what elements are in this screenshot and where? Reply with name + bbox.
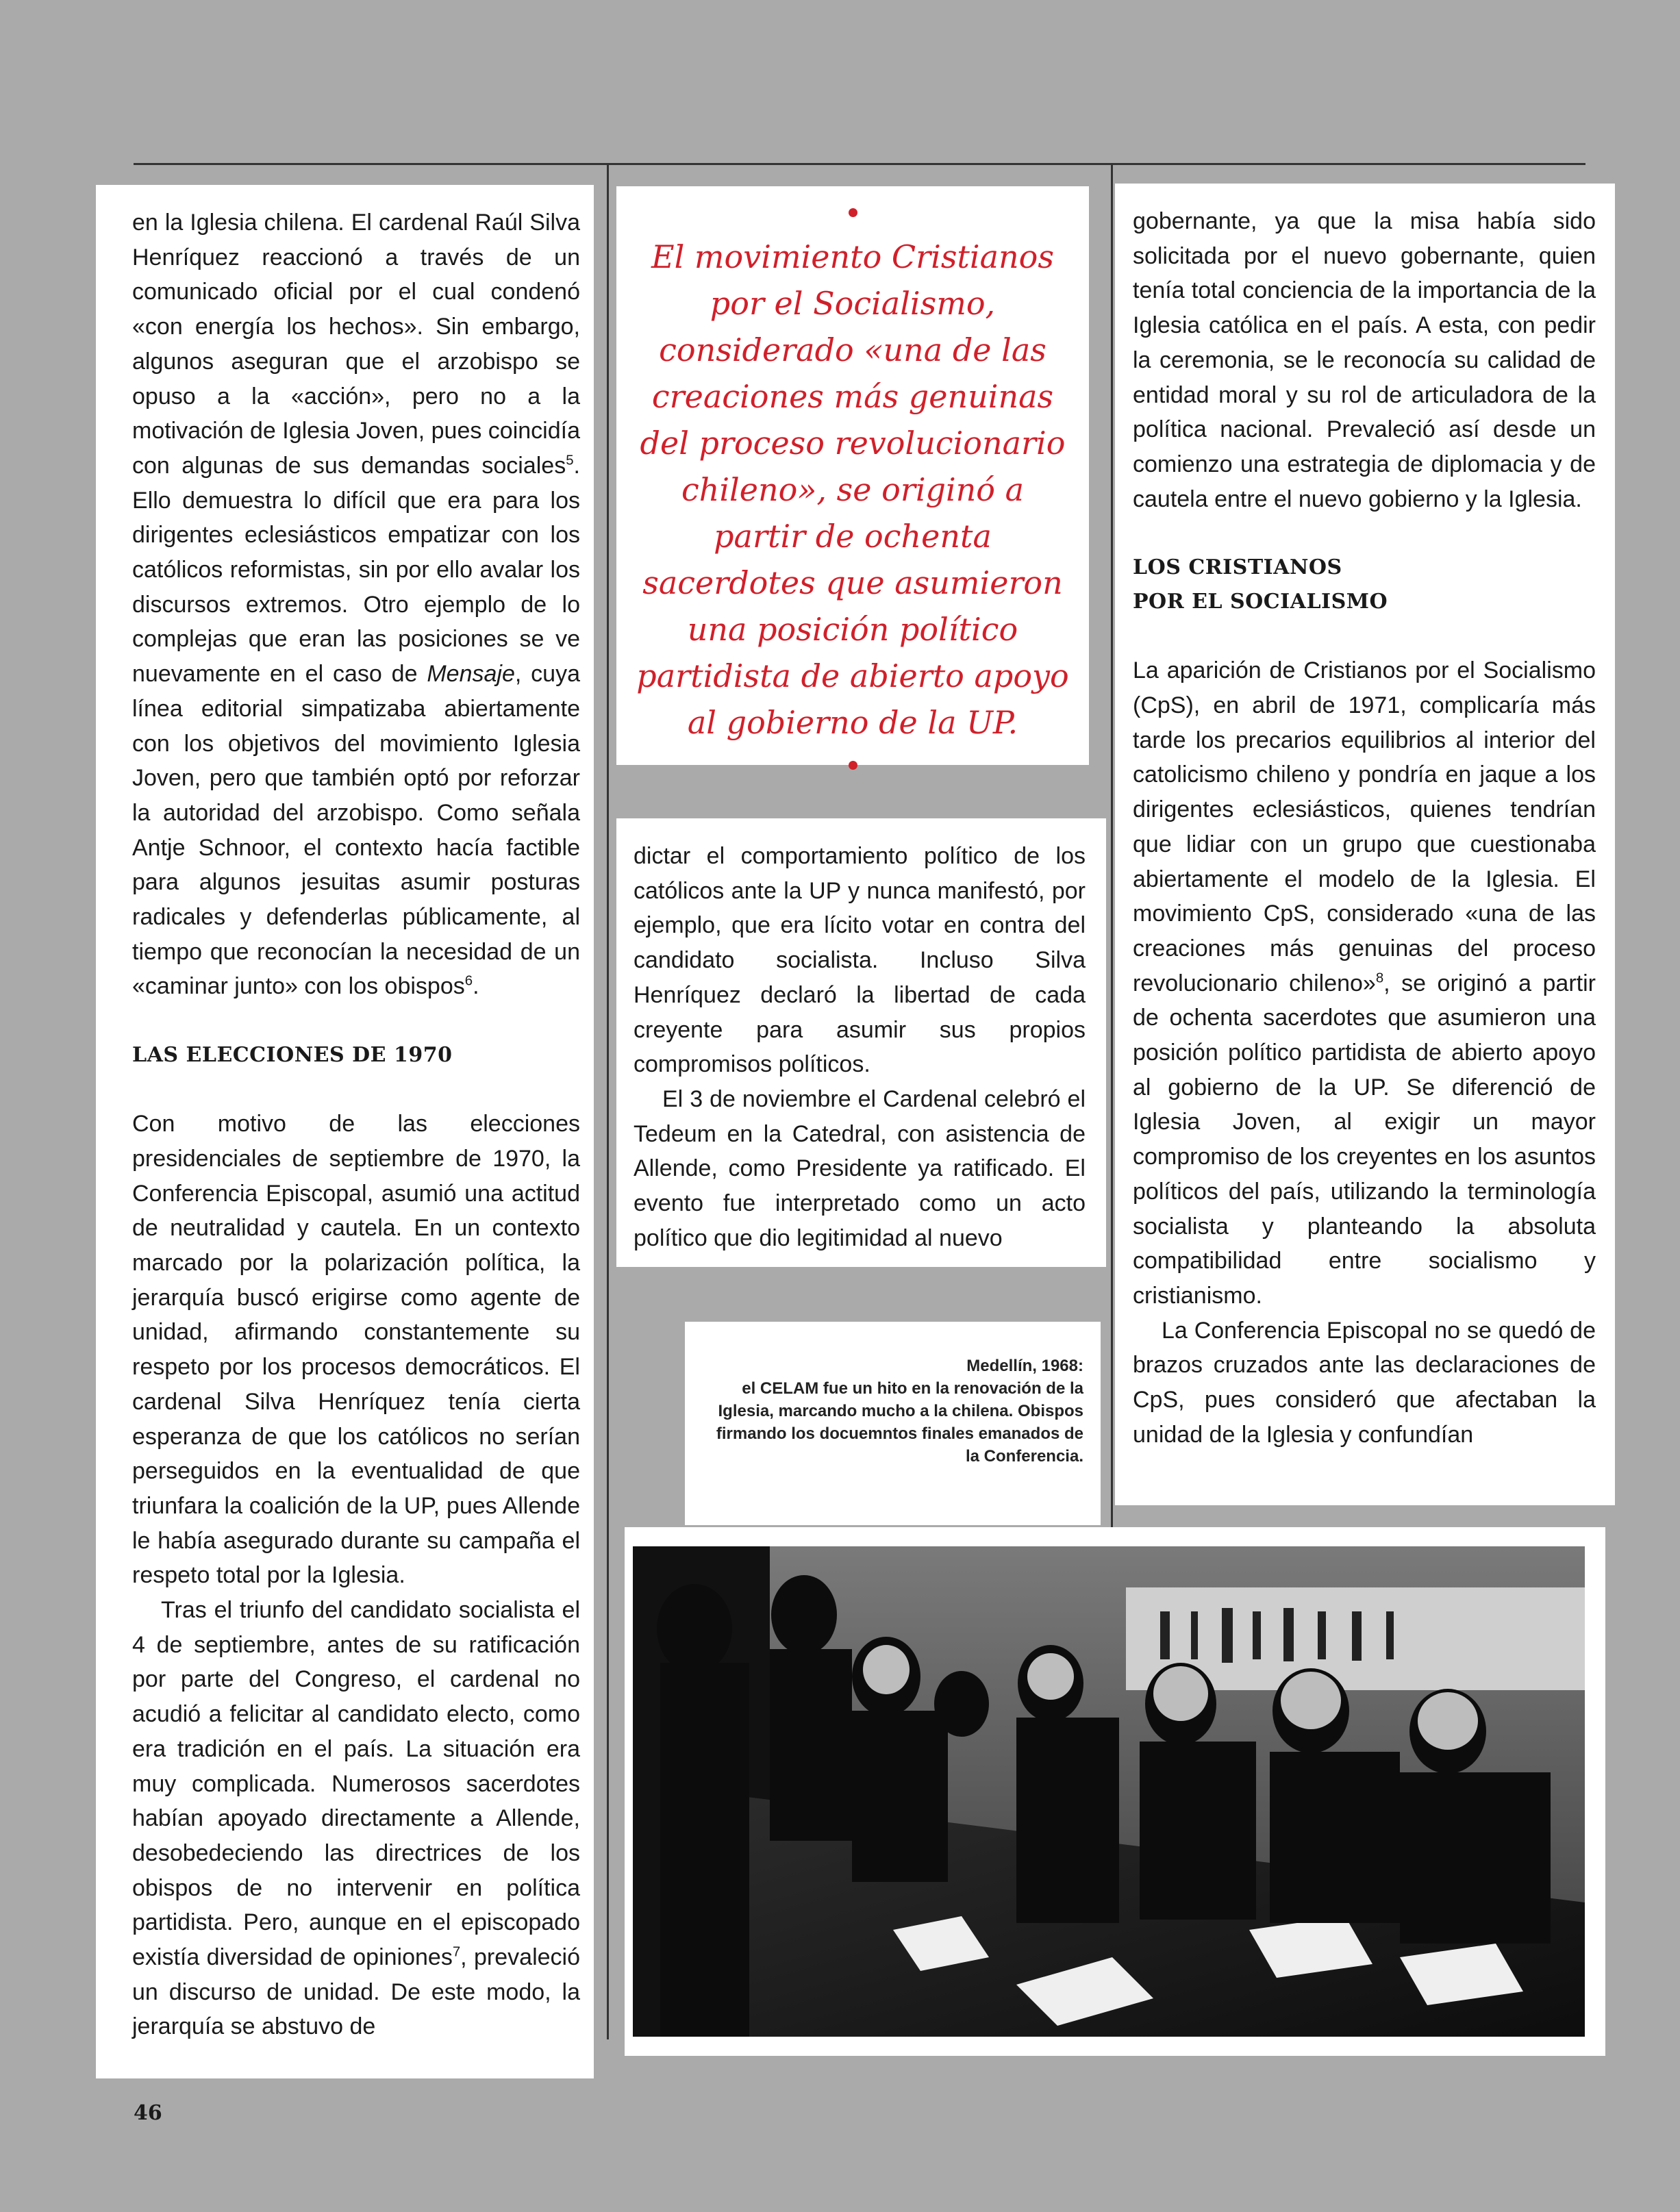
pull-quote-box bbox=[616, 186, 1089, 765]
top-rule bbox=[134, 163, 1585, 165]
right-paragraph-1: gobernante, ya que la misa había sido solicitada por el nuevo gobernante, quien tenía total conciencia de la importancia de la Iglesia católica en el país. A esta, con pedir la ceremonia, se le reconocía su calidad de entidad moral y su rol de articuladora de la política nacional. Prevaleció así desde un comienzo una estrategia de diplomacia y de cautela entre el nuevo gobierno y la Iglesia. bbox=[1133, 208, 1596, 512]
left-column-text bbox=[132, 205, 580, 2044]
right-column-panel bbox=[1115, 184, 1615, 1505]
footnote-ref: 5 bbox=[566, 453, 574, 468]
bishops-signing-photo bbox=[633, 1546, 1585, 2037]
footnote-ref: 6 bbox=[464, 974, 473, 990]
middle-column-panel bbox=[616, 818, 1106, 1267]
middle-paragraph-1: dictar el comportamiento político de los católicos ante la UP y nunca manifestó, por ejemplo, que era lícito votar en contra del candidato socialista. Incluso Silva Henríquez declaró la libertad de cada creyente para asumir sus propios compromisos políticos. bbox=[634, 843, 1086, 1078]
middle-column-text bbox=[634, 839, 1086, 1255]
left-paragraph-3: Tras el triunfo del candidato socialista el 4 de septiembre, antes de su ratificación por parte del Congreso, el cardenal no acudió a felicitar al candidato electo, como era tradición en el país. La situación era muy complicada. Numerosos sacerdotes habían apoyado directamente a Allende, desobedeciendo las directrices de los obispos de no intervenir en política partidista. Pero, aunque en el episcopado existía diversidad de opiniones$^7$, prevaleció un discurso de unidad. De este modo, la jerarquía se abstuvo de bbox=[132, 1597, 580, 2040]
caption-text: el CELAM fue un hito en la renovación de la Iglesia, marcando mucho a la chilena. Obispos firmando los docuemntos finales emanados de la Conferencia. bbox=[716, 1379, 1083, 1466]
quote-dot-top bbox=[849, 208, 857, 217]
left-paragraph-1: en la Iglesia chilena. El cardenal Raúl Silva Henríquez reaccionó a través de un comunicado oficial por el cual condenó «con energía los hechos». Sin embargo, algunos aseguran que el arzobispo se opuso a la «acción», pero no a la motivación de Iglesia Joven, pues coincidía con algunas de sus demandas sociales$^5$. Ello demuestra lo difícil que era para los dirigentes eclesiásticos empatizar con los católicos reformistas, sin por ello avalar los discursos extremos. Otro ejemplo de lo complejas que eran las posiciones se ve nuevamente en el caso de Mensaje, cuya línea editorial simpatizaba abiertamente con los objetivos del movimiento Iglesia Joven, pero que también optó por reforzar la autoridad del arzobispo. Como señala Antje Schnoor, el contexto hacía factible para algunos jesuitas asumir posturas radicales y defenderlas públicamente, al tiempo que reconocían la necesidad de un «caminar junto» con los obispos$^6$. bbox=[132, 210, 580, 1000]
column-divider-left bbox=[607, 163, 609, 2039]
footnote-ref: 7 bbox=[452, 1944, 461, 1960]
section-heading: LOS CRISTIANOS POR EL SOCIALISMO bbox=[1133, 555, 1388, 614]
middle-paragraph-2: El 3 de noviembre el Cardenal celebró el Tedeum en la Catedral, con asistencia de Allende, como Presidente ya ratificado. El evento fue interpretado como un acto político que dio legitimidad al nuevo bbox=[634, 1085, 1086, 1251]
left-paragraph-2: Con motivo de las elecciones presidenciales de septiembre de 1970, la Conferencia Episcopal, asumió una actitud de neutralidad y cautela. En un contexto marcado por la polarización política, la jerarquía buscó erigirse como agente de unidad, afirmando constantemente su respeto por los procesos democráticos. El cardenal Silva Henríquez tenía cierta esperanza de que los católicos no serían perseguidos en la eventualidad de que triunfara la coalición de la UP, pues Allende le había asegurado durante su campaña el respeto total por la Iglesia. bbox=[132, 1111, 580, 1589]
column-divider-right bbox=[1111, 163, 1113, 1533]
photo-frame bbox=[625, 1527, 1605, 2056]
right-column-text bbox=[1133, 204, 1596, 1453]
section-heading: LAS ELECCIONES DE 1970 bbox=[132, 1043, 453, 1068]
footnote-ref: 8 bbox=[1375, 970, 1384, 986]
right-paragraph-2: La aparición de Cristianos por el Socialismo (CpS), en abril de 1971, complicaría más tarde los precarios equilibrios al interior del catolicismo chileno y pondría en jaque a los dirigentes eclesiásticos, quienes tendrían que lidiar con un grupo que cuestionaba abiertamente el modelo de la Iglesia. El movimiento CpS, considerado «una de las creaciones más genuinas del proceso revolucionario chileno»$^8$, se originó a partir de ochenta sacerdotes que asumieron una posición político partidista de abierto apoyo al gobierno de la UP. Se diferenció de Iglesia Joven, al exigir un mayor compromiso de los creyentes en los asuntos políticos del país, utilizando la terminología socialista y planteando la absoluta compatibilidad entre socialismo y cristianismo. bbox=[1133, 657, 1596, 1309]
page-number: 46 bbox=[134, 2101, 162, 2125]
pull-quote: El movimiento Cristianos por el Socialismo, considerado «una de las creaciones más genuinas del proceso revolucionario chileno», se originó a partir de ochenta sacerdotes que asumieron una posición político partidista de abierto apoyo al gobierno de la UP. bbox=[636, 238, 1069, 741]
caption-box bbox=[685, 1322, 1101, 1525]
right-paragraph-3: La Conferencia Episcopal no se quedó de brazos cruzados ante las declaraciones de CpS, pues consideró que afectaban la unidad de la Iglesia y confundían bbox=[1133, 1317, 1596, 1448]
quote-dot-bottom bbox=[849, 761, 857, 770]
caption-title: Medellín, 1968: bbox=[966, 1357, 1083, 1375]
left-column-panel bbox=[96, 185, 594, 2078]
photo-caption bbox=[705, 1355, 1083, 1468]
